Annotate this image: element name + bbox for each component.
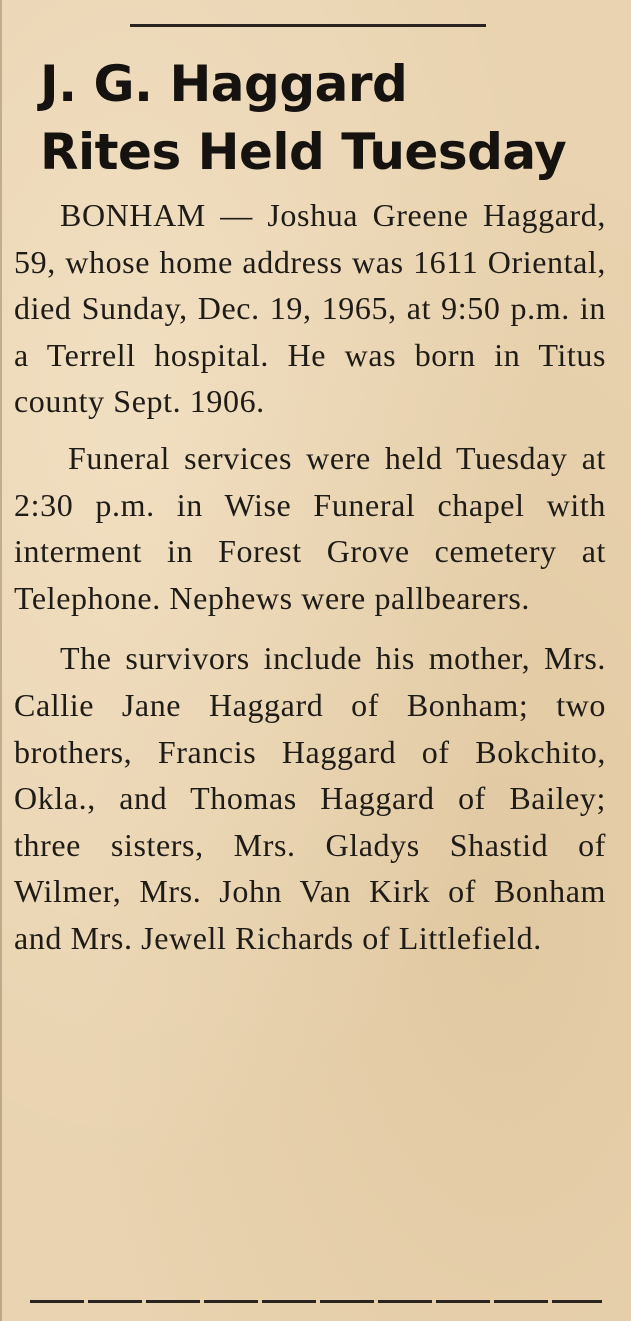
article-paragraph-1: BONHAM — Joshua Greene Haggard, 59, whose home address was 1611 Oriental, died Sunday, Dec. 19, 1965, at 9:50 p.m. in a Terrell hospital. He was born in Titus county Sept. 1906.	[14, 197, 606, 420]
bottom-rule	[30, 1300, 602, 1303]
article-paragraph-2: Funeral services were held Tuesday at 2:30 p.m. in Wise Funeral chapel with interment in Forest Grove cemetery at Telephone. Nephews were pallbearers.	[14, 439, 606, 616]
headline-line-2: Rites Held Tuesday	[40, 123, 567, 181]
clipping-edge	[0, 0, 2, 1321]
top-rule	[130, 24, 486, 27]
article-body	[14, 192, 606, 962]
article-paragraph-3: The survivors include his mother, Mrs. Callie Jane Haggard of Bonham; two brothers, Francis Haggard of Bokchito, Okla., and Thomas Haggard of Bailey; three sisters, Mrs. Gladys Shastid of Wilmer, Mrs. John Van Kirk of Bonham and Mrs. Jewell Richards of Littlefield.	[14, 640, 606, 956]
headline	[40, 50, 620, 186]
headline-line-1: J. G. Haggard	[40, 55, 408, 113]
